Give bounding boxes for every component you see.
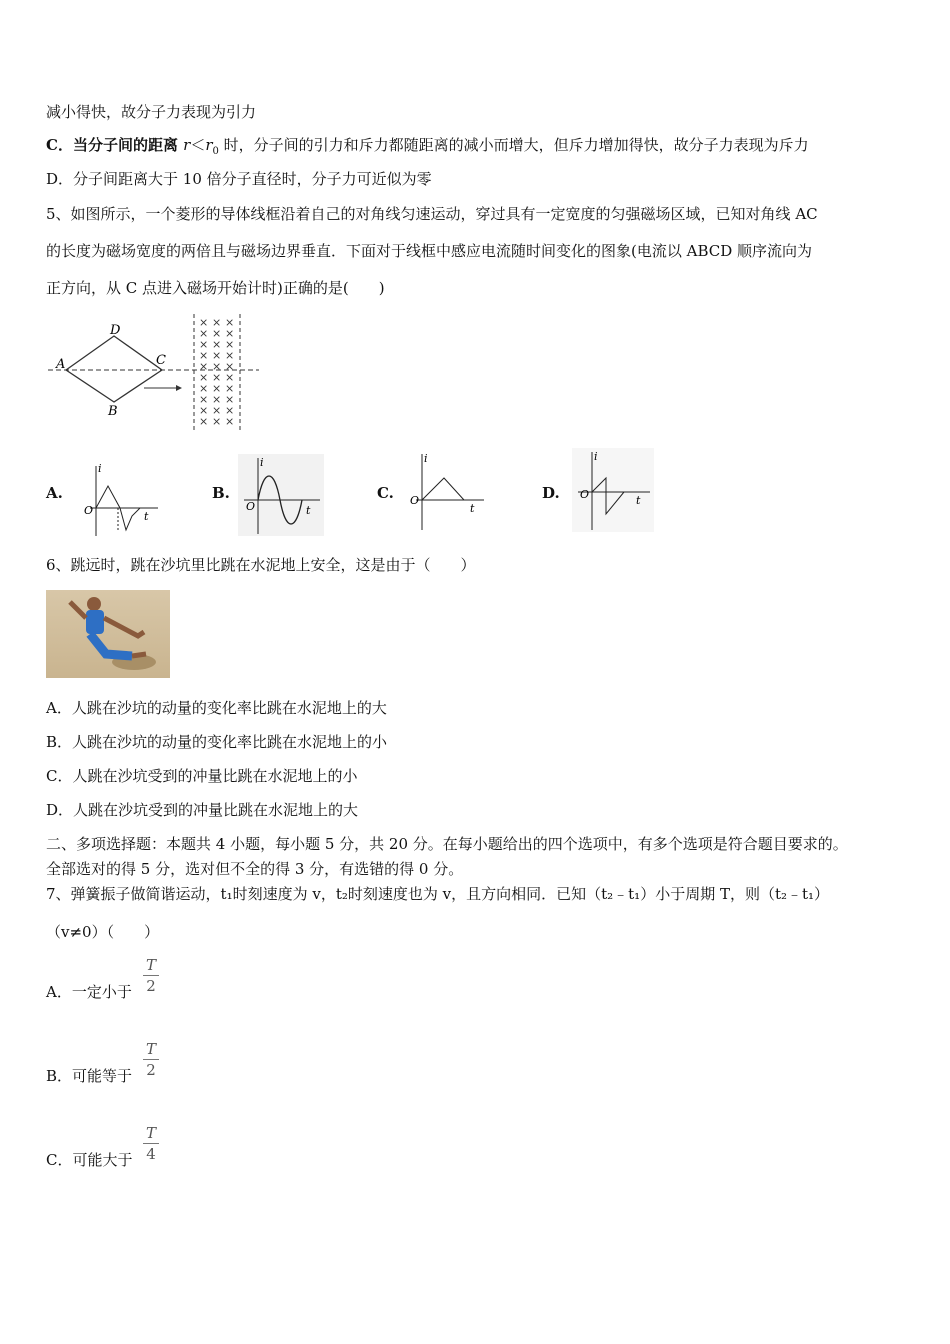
option-b-label: B.	[212, 484, 230, 502]
axis-i: i	[98, 462, 102, 475]
section2-header-1: 二、多项选择题：本题共 4 小题，每小题 5 分，共 20 分。在每小题给出的四个选项中，有多个选项是符合题目要求的。	[46, 835, 848, 853]
field-x-mark: ×	[212, 338, 222, 351]
axis-t: t	[144, 510, 149, 523]
axis-i: i	[424, 452, 428, 465]
magnetic-field-marks	[199, 316, 234, 428]
field-x-mark: ×	[199, 360, 209, 373]
field-x-mark: ×	[225, 371, 235, 384]
graph-b	[238, 454, 324, 536]
axis-i: i	[594, 450, 598, 463]
text-fragment: 时，分子间的引力和斥力都随距离的减小而增大，但斥力增加得快，故分子力表现为斥力	[218, 136, 809, 154]
label-d: D	[110, 323, 121, 338]
field-x-mark: ×	[225, 393, 235, 406]
field-x-mark: ×	[212, 360, 222, 373]
q7-option-a: A．一定小于	[46, 983, 132, 1001]
lt-sign: ＜	[190, 136, 206, 154]
field-x-mark: ×	[212, 349, 222, 362]
axis-i: i	[260, 456, 264, 469]
field-x-mark: ×	[225, 338, 235, 351]
field-x-mark: ×	[212, 316, 222, 329]
rhombus-figure	[44, 312, 264, 434]
option-d-text: D．分子间距离大于 10 倍分子直径时，分子力可近似为零	[46, 170, 432, 188]
q6-stem: 6、跳远时，跳在沙坑里比跳在水泥地上安全，这是由于（ ）	[46, 556, 476, 574]
var-r0: r	[205, 136, 213, 154]
origin: O	[246, 500, 256, 513]
fraction-t-over-2	[143, 1040, 159, 1079]
option-c-label: C.	[377, 484, 394, 502]
text-fragment: C．当分子间的距离	[46, 136, 184, 154]
field-x-mark: ×	[199, 316, 209, 329]
graph-c	[408, 450, 488, 532]
q7-option-b: B．可能等于	[46, 1067, 133, 1085]
field-x-mark: ×	[225, 415, 235, 428]
field-x-mark: ×	[199, 382, 209, 395]
axis-t: t	[306, 504, 311, 517]
field-x-mark: ×	[212, 404, 222, 417]
q6-option-b: B．人跳在沙坑的动量的变化率比跳在水泥地上的小	[46, 733, 388, 751]
origin: O	[410, 494, 420, 507]
long-jump-photo	[46, 590, 170, 678]
field-x-mark: ×	[225, 360, 235, 373]
label-b: B	[108, 404, 118, 419]
field-x-mark: ×	[225, 349, 235, 362]
field-x-mark: ×	[212, 415, 222, 428]
fraction-numerator: T	[145, 1124, 156, 1142]
q6-option-a: A．人跳在沙坑的动量的变化率比跳在水泥地上的大	[46, 699, 387, 717]
graph-a	[82, 460, 162, 540]
q5-line-2: 的长度为磁场宽度的两倍且与磁场边界垂直．下面对于线框中感应电流随时间变化的图象(电流以 ABCD 顺序流向为	[46, 242, 813, 260]
axis-t: t	[636, 494, 641, 507]
field-x-mark: ×	[225, 382, 235, 395]
field-x-mark: ×	[212, 327, 222, 340]
fraction-denominator: 2	[146, 977, 156, 995]
q6-option-d: D．人跳在沙坑受到的冲量比跳在水泥地上的大	[46, 801, 359, 819]
label-c: C	[156, 353, 166, 368]
subscript-0: 0	[212, 146, 219, 157]
q7-option-c: C．可能大于	[46, 1151, 133, 1169]
graph-d	[572, 448, 654, 532]
q7-line-2: （v≠0）（ ）	[46, 923, 160, 941]
field-x-mark: ×	[199, 371, 209, 384]
fraction-numerator: T	[145, 956, 156, 974]
q5-line-3: 正方向，从 C 点进入磁场开始计时)正确的是( )	[46, 279, 385, 297]
field-x-mark: ×	[199, 349, 209, 362]
field-x-mark: ×	[225, 327, 235, 340]
fraction-t-over-4	[143, 1124, 159, 1163]
origin: O	[580, 488, 590, 501]
var-r: r	[183, 136, 191, 154]
section2-header-2: 全部选对的得 5 分，选对但不全的得 3 分，有选错的得 0 分。	[46, 860, 464, 878]
field-x-mark: ×	[225, 404, 235, 417]
option-d-label: D.	[542, 484, 560, 502]
fraction-numerator: T	[145, 1040, 156, 1058]
field-x-mark: ×	[199, 415, 209, 428]
q5-line-1: 5、如图所示，一个菱形的导体线框沿着自己的对角线匀速运动，穿过具有一定宽度的匀强磁场区域，已知对角线 AC	[46, 205, 818, 223]
fraction-denominator: 4	[146, 1145, 156, 1163]
option-a-label: A.	[46, 484, 63, 502]
q6-option-c: C．人跳在沙坑受到的冲量比跳在水泥地上的小	[46, 767, 358, 785]
q7-line-1: 7、弹簧振子做简谐运动，t₁时刻速度为 v，t₂时刻速度也为 v，且方向相同．已知（t₂﹣t₁）小于周期 T，则（t₂﹣t₁）	[46, 885, 830, 903]
label-a: A	[56, 357, 66, 372]
field-x-mark: ×	[212, 371, 222, 384]
field-x-mark: ×	[199, 338, 209, 351]
axis-t: t	[470, 502, 475, 515]
text-line: 减小得快，故分子力表现为引力	[46, 103, 257, 121]
field-x-mark: ×	[212, 382, 222, 395]
option-c-text	[46, 135, 809, 162]
field-x-mark: ×	[225, 316, 235, 329]
origin: O	[84, 504, 94, 517]
field-x-mark: ×	[199, 404, 209, 417]
field-x-mark: ×	[199, 327, 209, 340]
field-x-mark: ×	[212, 393, 222, 406]
field-x-mark: ×	[199, 393, 209, 406]
fraction-t-over-2	[143, 956, 159, 995]
fraction-denominator: 2	[146, 1061, 156, 1079]
